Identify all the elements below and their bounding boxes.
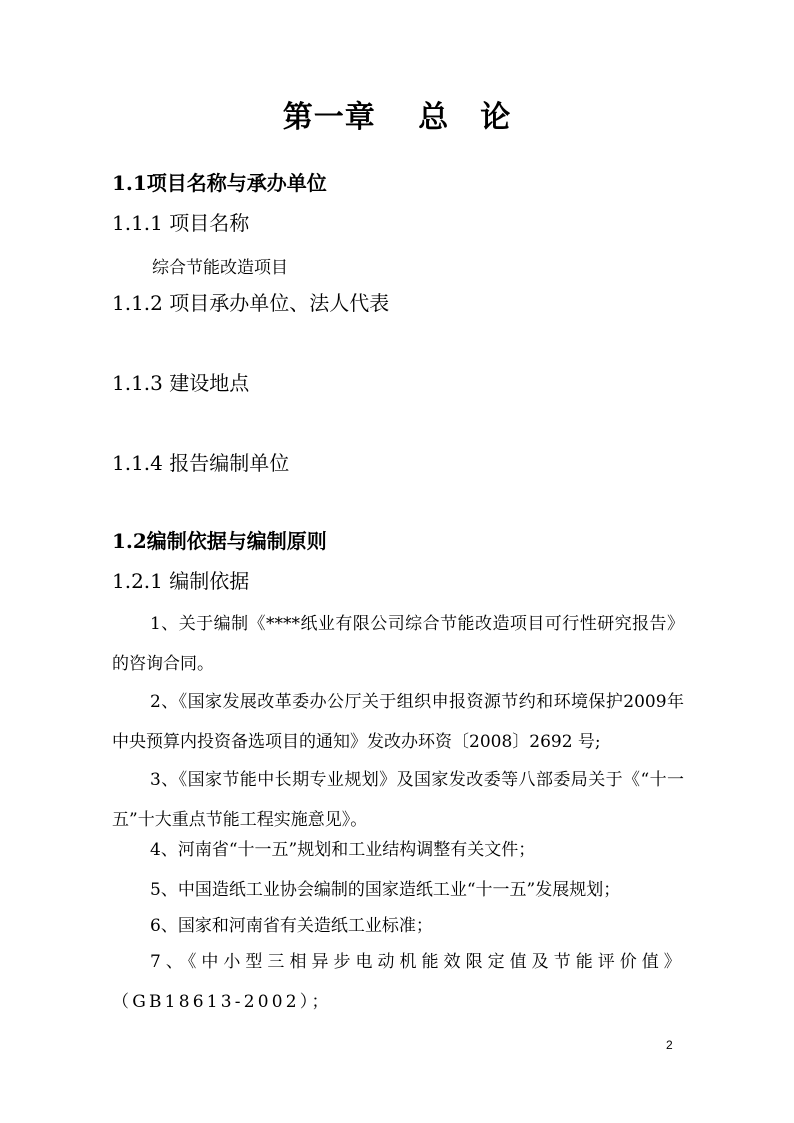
basis-item-4: 4、河南省“十一五”规划和工业结构调整有关文件；: [150, 840, 536, 860]
section-heading-1-2: 1.2编制依据与编制原则: [112, 529, 327, 553]
project-name-text: 综合节能改造项目: [152, 258, 288, 278]
basis-item-7: 7、《中小型三相异步电动机能效限定值及节能评价值》（GB18613-2002）；: [112, 952, 684, 1012]
chapter-title: 第一章 总 论: [282, 100, 512, 135]
subsection-heading-1-1-2: 1.1.2 项目承办单位、法人代表: [112, 291, 390, 315]
subsection-heading-1-1-3: 1.1.3 建设地点: [112, 371, 250, 395]
subsection-heading-1-2-1: 1.2.1 编制依据: [112, 569, 250, 593]
page-number: 2: [666, 1038, 673, 1052]
basis-item-6: 6、国家和河南省有关造纸工业标准；: [150, 916, 433, 936]
basis-item-2: 2、《国家发展改革委办公厅关于组织申报资源节约和环境保护2009年中央预算内投资备选项目的通知》发改办环资〔2008〕2692 号;: [112, 692, 684, 752]
basis-item-5: 5、中国造纸工业协会编制的国家造纸工业“十一五”发展规划；: [150, 880, 621, 900]
subsection-heading-1-1-1: 1.1.1 项目名称: [112, 211, 250, 235]
basis-item-1: 1、关于编制《****纸业有限公司综合节能改造项目可行性研究报告》的咨询合同。: [112, 614, 684, 674]
subsection-heading-1-1-4: 1.1.4 报告编制单位: [112, 451, 290, 475]
basis-item-3: 3、《国家节能中长期专业规划》及国家发改委等八部委局关于《“十一五”十大重点节能工程实施意见》。: [112, 770, 684, 830]
section-heading-1-1: 1.1项目名称与承办单位: [112, 171, 327, 195]
